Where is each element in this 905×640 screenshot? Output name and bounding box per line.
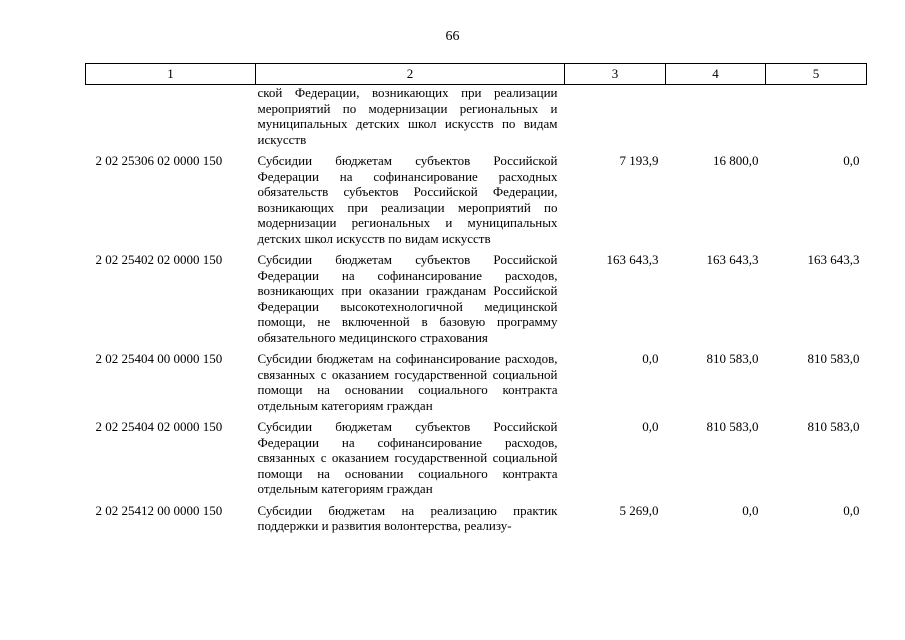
value-cell-4: 810 583,0 — [706, 351, 759, 366]
table-header — [86, 64, 867, 85]
table-row — [86, 252, 867, 351]
table-body — [86, 85, 867, 534]
header-col-3: 3 — [565, 64, 666, 85]
value-cell-3: 163 643,3 — [606, 252, 659, 267]
code-cell: 2 02 25306 02 0000 150 — [95, 153, 223, 168]
name-cell: Субсидии бюджетам субъектов Российской Федерации на софинансирование расходов, связанных с оказанием государственной социальной помощи на основании социального контракта отдельным категориям граждан — [257, 419, 558, 496]
value-cell-5: 0,0 — [843, 153, 860, 168]
header-row — [86, 64, 867, 85]
name-cell: Субсидии бюджетам на реализацию практик поддержки и развития волонтерства, реализу- — [257, 502, 558, 533]
budget-table — [85, 63, 867, 534]
value-cell-4: 16 800,0 — [713, 153, 759, 168]
value-cell-3: 7 193,9 — [619, 153, 659, 168]
value-cell-5: 163 643,3 — [807, 252, 860, 267]
name-cell: Субсидии бюджетам субъектов Российской Федерации на софинансирование расходов, возникающих при оказании гражданам Российской Федерации высокотехнологичной медицинской помощи, не включенной в базовую программу обязательного медицинского страхования — [257, 252, 558, 345]
name-cell: Субсидии бюджетам на софинансирование расходов, связанных с оказанием государственной социальной помощи на основании социального контракта отдельным категориям граждан — [257, 351, 558, 413]
value-cell-3: 0,0 — [642, 419, 659, 434]
value-cell-4: 0,0 — [742, 502, 759, 518]
code-cell: 2 02 25402 02 0000 150 — [95, 252, 223, 267]
value-cell-4: 810 583,0 — [706, 419, 759, 434]
code-cell: 2 02 25404 02 0000 150 — [95, 419, 223, 434]
table-row — [86, 351, 867, 419]
table-row — [86, 153, 867, 252]
code-cell: 2 02 25404 00 0000 150 — [95, 351, 223, 366]
table-row-continuation — [86, 85, 867, 154]
header-col-5: 5 — [766, 64, 867, 85]
header-col-4: 4 — [666, 64, 766, 85]
value-cell-3: 5 269,0 — [619, 502, 659, 518]
value-cell-5: 810 583,0 — [807, 351, 860, 366]
table-row — [86, 503, 867, 534]
code-cell: 2 02 25412 00 0000 150 — [95, 502, 223, 518]
header-col-1: 1 — [86, 64, 256, 85]
value-cell-3: 0,0 — [642, 351, 659, 366]
value-cell-5: 0,0 — [843, 502, 860, 518]
value-cell-4: 163 643,3 — [706, 252, 759, 267]
table-row — [86, 419, 867, 503]
header-col-2: 2 — [256, 64, 565, 85]
page-number: 66 — [445, 29, 460, 44]
name-cell: Субсидии бюджетам субъектов Российской Федерации на софинансирование расходных обязательств субъектов Российской Федерации, возникающих при реализации мероприятий по модернизации региональных и муниципальных детских школ искусств по видам искусств — [257, 153, 558, 246]
value-cell-5: 810 583,0 — [807, 419, 860, 434]
name-cell: ской Федерации, возникающих при реализации мероприятий по модернизации региональных и муниципальных детских школ искусств по видам искусств — [257, 85, 558, 147]
code-cell — [86, 85, 256, 154]
